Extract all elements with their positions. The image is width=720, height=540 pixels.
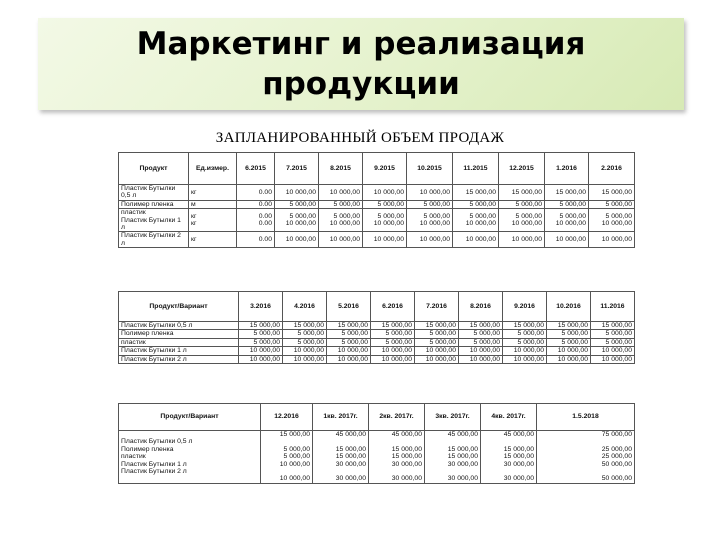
value-cell: 10 000,00 — [371, 355, 415, 363]
column-header: Продукт/Вариант — [119, 292, 239, 322]
value-cell: 5 000,00 — [275, 200, 319, 208]
value-cell: 15 000,00 — [591, 322, 635, 330]
value-cell: 5 000,00 10 000,00 — [545, 209, 589, 232]
value-cell: 10 000,00 — [275, 232, 319, 248]
value-cell: 10 000,00 — [283, 347, 327, 355]
value-cell: 10 000,00 — [459, 355, 503, 363]
value-cell: 15 000,00 — [453, 185, 499, 201]
value-cell: 5 000,00 10 000,00 — [319, 209, 363, 232]
value-cell: 10 000,00 — [407, 185, 453, 201]
column-header: Ед.измер. — [189, 153, 237, 185]
column-header: 4кв. 2017г. — [481, 404, 537, 431]
table-row — [119, 355, 635, 363]
value-cell: 15 000,00 — [327, 322, 371, 330]
value-cell: 15 000,00 — [547, 322, 591, 330]
value-cell: 5 000,00 — [547, 330, 591, 338]
table-row — [119, 209, 635, 232]
unit-cell: кг кг — [189, 209, 237, 232]
value-cell: 10 000,00 — [591, 355, 635, 363]
table-row — [119, 347, 635, 355]
value-cell: 15 000,00 — [499, 185, 545, 201]
value-cell: 45 000,00 15 000,00 15 000,00 30 000,00 30 000,00 — [369, 431, 425, 484]
table-header-row — [119, 404, 635, 431]
value-cell: 0.00 — [237, 200, 275, 208]
sales-plan-table-2 — [118, 291, 635, 364]
value-cell: 15 000,00 — [371, 322, 415, 330]
column-header: 3кв. 2017г. — [425, 404, 481, 431]
value-cell: 15 000,00 — [415, 322, 459, 330]
product-cell: Полимер пленка — [119, 330, 239, 338]
column-header: 8.2015 — [319, 153, 363, 185]
column-header: 3.2016 — [239, 292, 283, 322]
value-cell: 10 000,00 — [239, 347, 283, 355]
value-cell: 5 000,00 — [591, 330, 635, 338]
product-cell: пластик — [119, 338, 239, 346]
value-cell: 10 000,00 — [547, 355, 591, 363]
value-cell: 5 000,00 — [591, 338, 635, 346]
column-header: 11.2015 — [453, 153, 499, 185]
value-cell: 10 000,00 — [363, 185, 407, 201]
column-header: 1.2016 — [545, 153, 589, 185]
value-cell: 5 000,00 — [363, 200, 407, 208]
value-cell: 10 000,00 — [327, 355, 371, 363]
value-cell: 10 000,00 — [407, 232, 453, 248]
value-cell: 10 000,00 — [319, 185, 363, 201]
value-cell: 5 000,00 — [589, 200, 635, 208]
column-header: Продукт — [119, 153, 189, 185]
value-cell: 5 000,00 — [545, 200, 589, 208]
table-row — [119, 232, 635, 248]
value-cell: 10 000,00 — [363, 232, 407, 248]
column-header: 2кв. 2017г. — [369, 404, 425, 431]
value-cell: 5 000,00 10 000,00 — [589, 209, 635, 232]
value-cell: 10 000,00 — [415, 355, 459, 363]
slide-title-line-2: продукции — [262, 66, 460, 102]
value-cell: 5 000,00 — [239, 338, 283, 346]
value-cell: 10 000,00 — [499, 232, 545, 248]
column-header: 6.2016 — [371, 292, 415, 322]
value-cell: 5 000,00 — [371, 330, 415, 338]
value-cell: 5 000,00 — [283, 338, 327, 346]
column-header: 1.5.2018 — [537, 404, 635, 431]
value-cell: 5 000,00 10 000,00 — [275, 209, 319, 232]
sales-plan-table-1 — [118, 152, 635, 248]
value-cell: 10 000,00 — [459, 347, 503, 355]
value-cell: 5 000,00 — [327, 330, 371, 338]
column-header: 10.2015 — [407, 153, 453, 185]
value-cell: 10 000,00 — [547, 347, 591, 355]
value-cell: 75 000,00 25 000,00 25 000,00 50 000,00 50 000,00 — [537, 431, 635, 484]
value-cell: 5 000,00 — [503, 338, 547, 346]
unit-cell: м — [189, 200, 237, 208]
value-cell: 10 000,00 — [589, 232, 635, 248]
title-banner — [38, 18, 684, 110]
column-header: 11.2016 — [591, 292, 635, 322]
value-cell: 15 000,00 — [545, 185, 589, 201]
slide-title-line-1: Маркетинг и реализация — [136, 26, 586, 62]
product-cell: пластик Пластик Бутылки 1 л — [119, 209, 189, 232]
column-header: 2.2016 — [589, 153, 635, 185]
value-cell: 10 000,00 — [503, 347, 547, 355]
table-row — [119, 322, 635, 330]
column-header: 1кв. 2017г. — [313, 404, 369, 431]
value-cell: 10 000,00 — [275, 185, 319, 201]
value-cell: 5 000,00 — [371, 338, 415, 346]
value-cell: 5 000,00 — [319, 200, 363, 208]
unit-cell: кг — [189, 185, 237, 201]
value-cell: 5 000,00 — [453, 200, 499, 208]
column-header: 12.2015 — [499, 153, 545, 185]
unit-cell: кг — [189, 232, 237, 248]
table-row — [119, 200, 635, 208]
column-header: 10.2016 — [547, 292, 591, 322]
value-cell: 10 000,00 — [503, 355, 547, 363]
value-cell: 45 000,00 15 000,00 15 000,00 30 000,00 30 000,00 — [313, 431, 369, 484]
value-cell: 15 000,00 — [459, 322, 503, 330]
value-cell: 0.00 — [237, 232, 275, 248]
value-cell: 5 000,00 — [459, 330, 503, 338]
value-cell: 5 000,00 10 000,00 — [407, 209, 453, 232]
value-cell: 15 000,00 — [589, 185, 635, 201]
product-cell: Полимер пленка — [119, 200, 189, 208]
value-cell: 5 000,00 — [503, 330, 547, 338]
slide-subtitle: ЗАПЛАНИРОВАННЫЙ ОБЪЕМ ПРОДАЖ — [215, 130, 505, 146]
column-header: 8.2016 — [459, 292, 503, 322]
value-cell: 5 000,00 — [547, 338, 591, 346]
column-header: 6.2015 — [237, 153, 275, 185]
value-cell: 10 000,00 — [415, 347, 459, 355]
value-cell: 5 000,00 — [283, 330, 327, 338]
value-cell: 5 000,00 — [407, 200, 453, 208]
value-cell: 5 000,00 — [459, 338, 503, 346]
value-cell: 15 000,00 5 000,00 5 000,00 10 000,00 10 000,00 — [261, 431, 313, 484]
value-cell: 5 000,00 10 000,00 — [499, 209, 545, 232]
value-cell: 45 000,00 15 000,00 15 000,00 30 000,00 30 000,00 — [481, 431, 537, 484]
table-row — [119, 431, 635, 484]
column-header: 9.2015 — [363, 153, 407, 185]
column-header: 7.2016 — [415, 292, 459, 322]
product-cell: Пластик Бутылки 0,5 л Полимер пленка пластик Пластик Бутылки 1 л Пластик Бутылки 2 л — [119, 431, 261, 484]
product-cell: Пластик Бутылки 2 л — [119, 232, 189, 248]
column-header: 7.2015 — [275, 153, 319, 185]
sales-plan-table-3 — [118, 403, 635, 484]
value-cell: 5 000,00 — [239, 330, 283, 338]
value-cell: 15 000,00 — [239, 322, 283, 330]
product-cell: Пластик Бутылки 0,5 л — [119, 322, 239, 330]
table-row — [119, 338, 635, 346]
value-cell: 15 000,00 — [503, 322, 547, 330]
value-cell: 5 000,00 — [327, 338, 371, 346]
value-cell: 0.00 0.00 — [237, 209, 275, 232]
product-cell: Пластик Бутылки 0,5 л — [119, 185, 189, 201]
value-cell: 5 000,00 10 000,00 — [453, 209, 499, 232]
column-header: Продукт/Вариант — [119, 404, 261, 431]
value-cell: 10 000,00 — [283, 355, 327, 363]
value-cell: 0.00 — [237, 185, 275, 201]
table-row — [119, 185, 635, 201]
value-cell: 10 000,00 — [239, 355, 283, 363]
value-cell: 5 000,00 — [415, 338, 459, 346]
value-cell: 10 000,00 — [453, 232, 499, 248]
table-header-row — [119, 153, 635, 185]
value-cell: 5 000,00 — [499, 200, 545, 208]
column-header: 9.2016 — [503, 292, 547, 322]
column-header: 12.2016 — [261, 404, 313, 431]
column-header: 5.2016 — [327, 292, 371, 322]
value-cell: 10 000,00 — [591, 347, 635, 355]
value-cell: 10 000,00 — [319, 232, 363, 248]
table-row — [119, 330, 635, 338]
value-cell: 10 000,00 — [545, 232, 589, 248]
value-cell: 45 000,00 15 000,00 15 000,00 30 000,00 30 000,00 — [425, 431, 481, 484]
value-cell: 15 000,00 — [283, 322, 327, 330]
product-cell: Пластик Бутылки 2 л — [119, 355, 239, 363]
table-header-row — [119, 292, 635, 322]
value-cell: 10 000,00 — [327, 347, 371, 355]
product-cell: Пластик Бутылки 1 л — [119, 347, 239, 355]
value-cell: 10 000,00 — [371, 347, 415, 355]
value-cell: 5 000,00 — [415, 330, 459, 338]
column-header: 4.2016 — [283, 292, 327, 322]
value-cell: 5 000,00 10 000,00 — [363, 209, 407, 232]
